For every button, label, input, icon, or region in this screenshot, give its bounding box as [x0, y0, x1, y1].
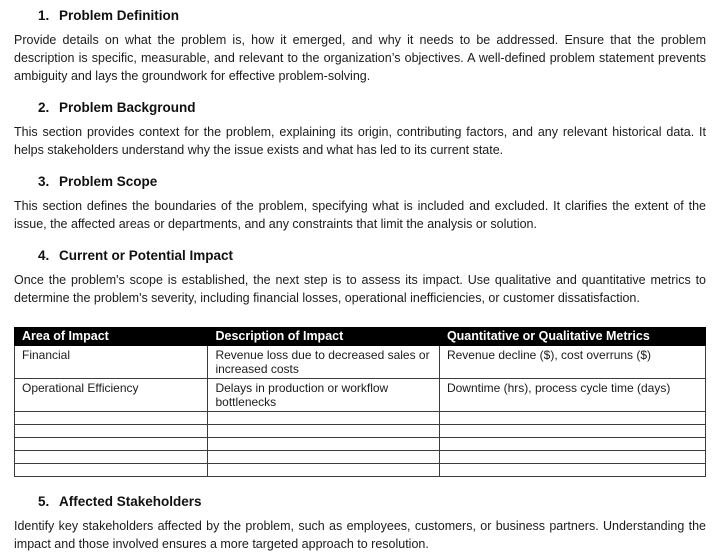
cell-description: Delays in production or workflow bottlenecks: [208, 379, 439, 412]
cell-description: [208, 464, 439, 477]
impact-table: [14, 327, 706, 477]
cell-metrics: [439, 438, 705, 451]
section-body: This section provides context for the problem, explaining its origin, contributing factors, and any relevant historical data. It helps stakeholders understand why the issue exists and what has led to its current state.: [14, 125, 706, 157]
impact-table-header-row: [15, 328, 706, 346]
section-body: This section defines the boundaries of the problem, specifying what is included and excluded. It clarifies the extent of the issue, the affected areas or departments, and any constraints that limit the analysis or solution.: [14, 199, 706, 231]
cell-metrics: Downtime (hrs), process cycle time (days): [439, 379, 705, 412]
cell-description: [208, 425, 439, 438]
section-title: Problem Scope: [59, 174, 158, 189]
cell-area-of-impact: [15, 451, 208, 464]
cell-area-of-impact: [15, 412, 208, 425]
cell-description: Revenue loss due to decreased sales or increased costs: [208, 346, 439, 379]
cell-description: [208, 451, 439, 464]
section-problem-background: [14, 100, 706, 159]
section-heading: [38, 8, 706, 24]
section-heading: [38, 100, 706, 116]
column-header-area-of-impact: Area of Impact: [15, 328, 208, 346]
cell-description: [208, 438, 439, 451]
table-row-empty: [15, 451, 706, 464]
section-number: 5.: [38, 494, 50, 509]
cell-description: [208, 412, 439, 425]
table-row-operational-efficiency: [15, 379, 706, 412]
section-problem-definition: [14, 8, 706, 85]
table-row-empty: [15, 438, 706, 451]
cell-area-of-impact: Operational Efficiency: [15, 379, 208, 412]
section-title: Affected Stakeholders: [59, 494, 202, 509]
section-body: Once the problem's scope is established, the next step is to assess its impact. Use qualitative and quantitative metrics to determine the problem's severity, including financial losses, operational inefficiencies, or customer dissatisfaction.: [14, 273, 706, 305]
section-number: 3.: [38, 174, 50, 189]
cell-metrics: [439, 425, 705, 438]
cell-area-of-impact: [15, 464, 208, 477]
section-body: Identify key stakeholders affected by the problem, such as employees, customers, or business partners. Understanding the impact and those involved ensures a more targeted approach to resolution.: [14, 519, 706, 551]
section-affected-stakeholders: [14, 494, 706, 553]
table-row-empty: [15, 464, 706, 477]
cell-metrics: Revenue decline ($), cost overruns ($): [439, 346, 705, 379]
cell-area-of-impact: [15, 425, 208, 438]
section-current-or-potential-impact: [14, 248, 706, 307]
section-number: 2.: [38, 100, 50, 115]
cell-metrics: [439, 412, 705, 425]
section-title: Current or Potential Impact: [59, 248, 234, 263]
cell-metrics: [439, 451, 705, 464]
table-row-financial: [15, 346, 706, 379]
table-row-empty: [15, 412, 706, 425]
column-header-description-of-impact: Description of Impact: [208, 328, 439, 346]
cell-metrics: [439, 464, 705, 477]
section-body: Provide details on what the problem is, how it emerged, and why it needs to be addressed. Ensure that the problem description is specific, measurable, and relevant to the organization’s objectives. A well-defined problem statement prevents ambiguity and lays the groundwork for effective problem-solving.: [14, 33, 706, 83]
section-title: Problem Definition: [59, 8, 180, 23]
section-problem-scope: [14, 174, 706, 233]
cell-area-of-impact: Financial: [15, 346, 208, 379]
section-number: 4.: [38, 248, 50, 263]
section-heading: [38, 494, 706, 510]
cell-area-of-impact: [15, 438, 208, 451]
section-number: 1.: [38, 8, 50, 23]
table-row-empty: [15, 425, 706, 438]
section-heading: [38, 174, 706, 190]
section-heading: [38, 248, 706, 264]
column-header-metrics: Quantitative or Qualitative Metrics: [439, 328, 705, 346]
section-title: Problem Background: [59, 100, 196, 115]
